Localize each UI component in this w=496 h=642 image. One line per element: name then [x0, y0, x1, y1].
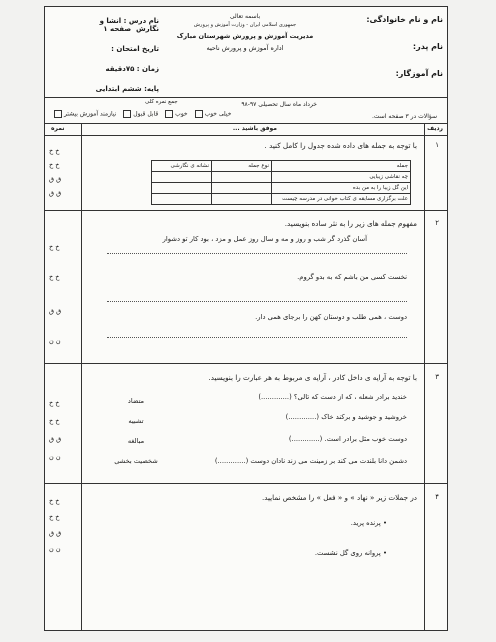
- row-divider: [424, 123, 425, 630]
- score-divider: [81, 123, 82, 630]
- question-separator: [45, 483, 447, 484]
- q3-score-1: خ خ: [49, 399, 60, 407]
- answer-cell[interactable]: [212, 194, 272, 205]
- q2-score-2: خ خ: [49, 273, 60, 281]
- q3-score-2: خ خ: [49, 417, 60, 425]
- score-column-label: نمره: [51, 125, 65, 132]
- q2-text: مفهوم جمله های زیر را به نثر ساده بنویسید.: [284, 219, 417, 228]
- grade-label: پایه: ششم ابتدایی: [95, 85, 159, 93]
- student-info: [343, 15, 443, 96]
- q1-text: با توجه به جمله های داده شده جدول را کامل کنید .: [264, 141, 417, 150]
- date-label: تاریخ امتحان :: [111, 45, 159, 53]
- choice-needs-training[interactable]: نیازمند آموزش بیشتر: [54, 110, 116, 118]
- checkbox-icon: [165, 110, 173, 118]
- answer-cell[interactable]: [152, 194, 212, 205]
- answer-cell[interactable]: [212, 172, 272, 183]
- teacher-name-label: نام آموزگار:: [395, 69, 443, 78]
- table-header-cell: نشانه ی نگارشی: [152, 161, 212, 172]
- q2-answer-1[interactable]: [107, 253, 407, 254]
- q1-table: [151, 160, 411, 205]
- page-label: صفحه ۱: [103, 25, 132, 33]
- exam-header: [45, 7, 447, 98]
- exam-sheet: [44, 6, 448, 631]
- score-area-label: جمع نمره کلی: [145, 99, 178, 105]
- q3-number: ۳: [435, 373, 439, 381]
- office-text: اداره آموزش و پرورش ناحیه: [206, 44, 284, 52]
- checkbox-icon: [195, 110, 203, 118]
- q3-text: با توجه به آرایه ی داخل کادر ، آرایه ی مربوط به هر عبارت را بنویسید.: [208, 373, 417, 382]
- table-cell: علت برگزاری مسابقه ی کتاب خوانی در مدرسه چیست: [272, 194, 411, 205]
- q2-score-4: ن ن: [49, 337, 61, 345]
- q1-number: ۱: [435, 141, 439, 149]
- seal-text: باسمه تعالی: [229, 13, 261, 20]
- table-header-cell: نوع جمله: [212, 161, 272, 172]
- choice-good[interactable]: خوب: [165, 110, 187, 118]
- q3-score-3: ق ق: [49, 435, 62, 443]
- q3-item-4: دشمن دانا بلندت می کند بر زمینت می زند نادان دوست (.............): [214, 457, 407, 465]
- q1-score-3: ق ق: [49, 175, 62, 183]
- q3-item-2: خروشید و جوشید و برکند خاک (.............): [285, 413, 407, 421]
- table-row: [152, 183, 411, 194]
- q2-item-3: دوست ، همی طلب و دوستان کهن را برجای همی دار.: [255, 313, 407, 321]
- q2-item-1: آسان گذرد گر شب و روز و مه و سال روز عمل و مزد ، بود کار تو دشوار: [162, 235, 367, 243]
- option-contrast: متضاد: [127, 397, 145, 405]
- choice-very-good[interactable]: خیلی خوب: [195, 110, 232, 118]
- school-info: [165, 13, 325, 56]
- table-row: [152, 172, 411, 183]
- q2-answer-3[interactable]: [107, 337, 407, 338]
- exam-info: [49, 17, 159, 105]
- father-name-label: نام پدر:: [412, 42, 443, 51]
- department-text: مدیریت آموزش و پرورش شهرستان مبارک: [176, 32, 314, 40]
- q2-score-1: خ خ: [49, 243, 60, 251]
- table-cell: این گل زیبا را به من بده: [272, 183, 411, 194]
- option-hyperbole: مبالغه: [127, 437, 145, 445]
- course-label: نام درس : انشا و نگارش صفحه ۱: [99, 17, 159, 33]
- q2-score-3: ق ق: [49, 307, 62, 315]
- table-header-row: [152, 161, 411, 172]
- option-simile: تشبیه: [128, 417, 144, 425]
- date-line: خرداد ماه سال تحصیلی ۹۷-۹۸: [241, 101, 317, 108]
- pages-line: سؤالات در ۳ صفحه است.: [371, 113, 437, 120]
- question-separator: [45, 363, 447, 364]
- column-header: [45, 123, 447, 136]
- table-header-cell: جمله: [272, 161, 411, 172]
- row-column-label: ردیف: [427, 125, 443, 132]
- checkbox-icon: [123, 110, 131, 118]
- evaluation-choices: [49, 110, 231, 118]
- note-label: موفق باشید ...: [232, 125, 277, 132]
- q4-score-4: ن ن: [49, 545, 61, 553]
- q4-item-2: • پروانه روی گل نشست.: [314, 549, 387, 557]
- option-personification: شخصیت بخشی: [114, 457, 158, 465]
- q1-score-1: خ خ: [49, 147, 60, 155]
- q4-score-3: ق ق: [49, 529, 62, 537]
- table-row: [152, 194, 411, 205]
- answer-cell[interactable]: [152, 172, 212, 183]
- checkbox-icon: [54, 110, 62, 118]
- q1-score-4: ق ق: [49, 189, 62, 197]
- choice-acceptable[interactable]: قابل قبول: [123, 110, 158, 118]
- student-name-label: نام و نام خانوادگی:: [366, 15, 443, 24]
- answer-cell[interactable]: [152, 183, 212, 194]
- q2-answer-2[interactable]: [107, 301, 407, 302]
- q4-score-2: خ خ: [49, 513, 60, 521]
- q3-options-box: [111, 397, 161, 477]
- q4-score-1: خ خ: [49, 497, 60, 505]
- q3-item-3: دوست خوب مثل برادر است. (.............): [288, 435, 407, 443]
- question-separator: [45, 210, 447, 211]
- q3-score-4: ن ن: [49, 453, 61, 461]
- table-cell: چه نقاشی زیبایی: [272, 172, 411, 183]
- q4-number: ۴: [435, 493, 439, 501]
- answer-cell[interactable]: [212, 183, 272, 194]
- duration-label: زمان : ۷۵دقیقه: [105, 65, 159, 73]
- ministry-text: جمهوری اسلامی ایران - وزارت آموزش و پرورش: [193, 22, 297, 28]
- q2-item-2: نخست کسی من باشم که به بدو گروم.: [297, 273, 407, 281]
- q3-item-1: خندید برادر شعله ، که از دست که تالی؟ (.............): [258, 393, 407, 401]
- q4-item-1: • پرنده پرید.: [350, 519, 387, 527]
- q1-score-2: خ خ: [49, 161, 60, 169]
- q4-text: در جملات زیر « نهاد » و « فعل » را مشخص نمایید.: [261, 493, 417, 502]
- q2-number: ۲: [435, 219, 439, 227]
